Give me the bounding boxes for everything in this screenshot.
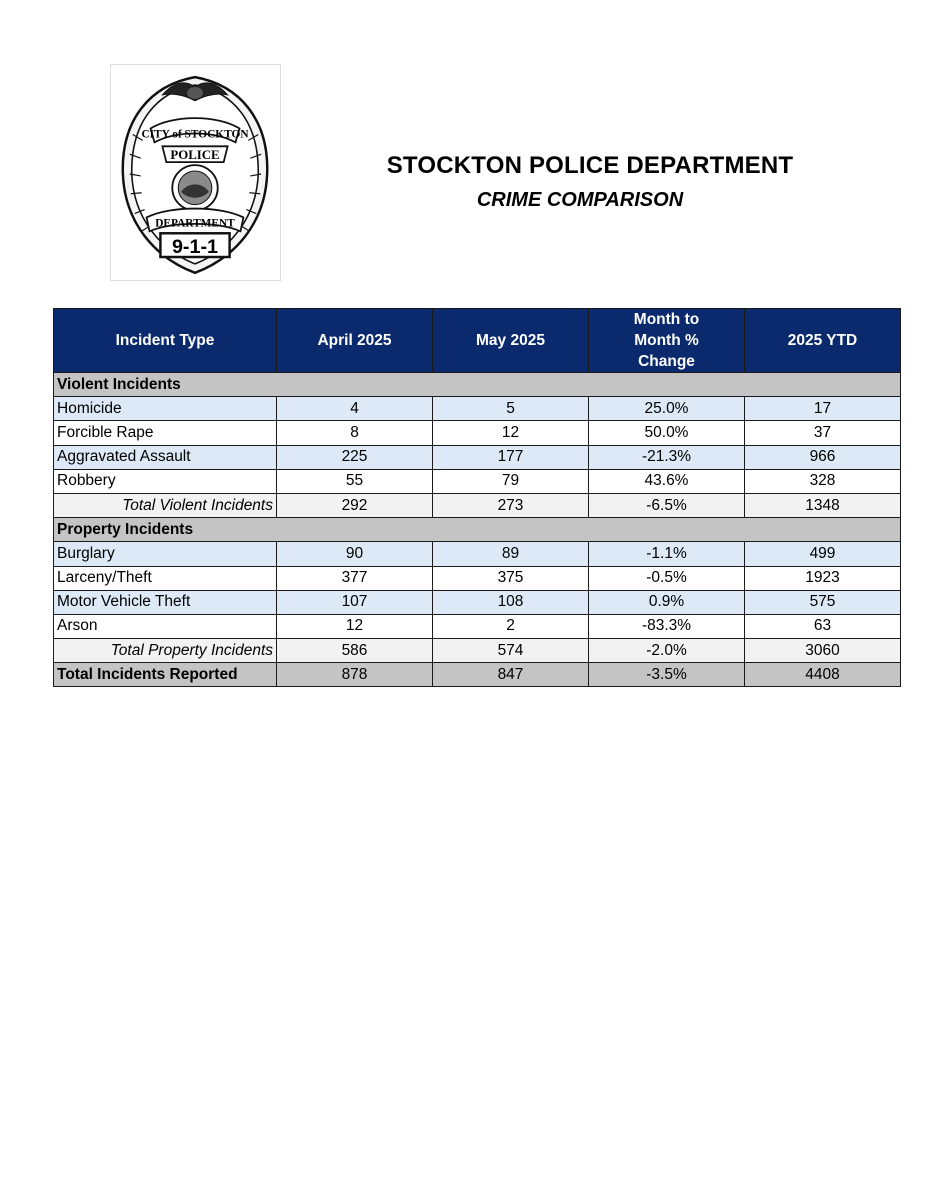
- may-2025-cell: 5: [433, 397, 589, 421]
- section-label: Property Incidents: [54, 518, 901, 542]
- table-row: [54, 421, 901, 445]
- crime-comparison-table: [53, 308, 901, 687]
- table-row: [54, 445, 901, 469]
- may-2025-cell: 177: [433, 445, 589, 469]
- column-header: April 2025: [277, 309, 433, 373]
- section-header-row: [54, 518, 901, 542]
- april-2025-cell: 4: [277, 397, 433, 421]
- ytd-2025-cell: 575: [745, 590, 901, 614]
- document-subtitle: CRIME COMPARISON: [476, 189, 684, 211]
- section-header-row: [54, 373, 901, 397]
- incident-type-cell: Aggravated Assault: [54, 445, 277, 469]
- table-row: [54, 614, 901, 638]
- table-row: [54, 566, 901, 590]
- may-2025-cell: 574: [433, 639, 589, 663]
- ytd-2025-cell: 4408: [745, 663, 901, 687]
- table-body: [54, 373, 901, 687]
- section-label: Violent Incidents: [54, 373, 901, 397]
- ytd-2025-cell: 17: [745, 397, 901, 421]
- ytd-2025-cell: 499: [745, 542, 901, 566]
- incident-type-cell: Robbery: [54, 469, 277, 493]
- badge-line1: CITY of STOCKTON: [141, 128, 249, 141]
- may-2025-cell: 79: [433, 469, 589, 493]
- may-2025-cell: 89: [433, 542, 589, 566]
- column-header: Incident Type: [54, 309, 277, 373]
- grand-total-row: [54, 663, 901, 687]
- april-2025-cell: 12: [277, 614, 433, 638]
- incident-type-cell: Burglary: [54, 542, 277, 566]
- incident-type-cell: Homicide: [54, 397, 277, 421]
- april-2025-cell: 586: [277, 639, 433, 663]
- april-2025-cell: 55: [277, 469, 433, 493]
- percent-change-cell: -21.3%: [589, 445, 745, 469]
- column-header: May 2025: [433, 309, 589, 373]
- percent-change-cell: -83.3%: [589, 614, 745, 638]
- may-2025-cell: 12: [433, 421, 589, 445]
- table-header-row: [54, 309, 901, 373]
- percent-change-cell: 43.6%: [589, 469, 745, 493]
- column-header: Month to Month % Change: [589, 309, 745, 373]
- document-title: STOCKTON POLICE DEPARTMENT: [386, 152, 794, 179]
- ytd-2025-cell: 1923: [745, 566, 901, 590]
- percent-change-cell: -0.5%: [589, 566, 745, 590]
- incident-type-cell: Total Property Incidents: [54, 639, 277, 663]
- incident-type-cell: Motor Vehicle Theft: [54, 590, 277, 614]
- subtotal-row: [54, 493, 901, 517]
- badge-line3: DEPARTMENT: [155, 217, 235, 230]
- table-row: [54, 542, 901, 566]
- badge-line2: POLICE: [170, 148, 220, 163]
- ytd-2025-cell: 966: [745, 445, 901, 469]
- percent-change-cell: -1.1%: [589, 542, 745, 566]
- incident-type-cell: Forcible Rape: [54, 421, 277, 445]
- ytd-2025-cell: 1348: [745, 493, 901, 517]
- april-2025-cell: 90: [277, 542, 433, 566]
- ytd-2025-cell: 3060: [745, 639, 901, 663]
- percent-change-cell: -3.5%: [589, 663, 745, 687]
- subtotal-row: [54, 639, 901, 663]
- table-row: [54, 397, 901, 421]
- percent-change-cell: 50.0%: [589, 421, 745, 445]
- april-2025-cell: 107: [277, 590, 433, 614]
- may-2025-cell: 2: [433, 614, 589, 638]
- badge-line4: 9-1-1: [171, 236, 219, 259]
- incident-type-cell: Total Incidents Reported: [54, 663, 277, 687]
- april-2025-cell: 878: [277, 663, 433, 687]
- may-2025-cell: 273: [433, 493, 589, 517]
- incident-type-cell: Larceny/Theft: [54, 566, 277, 590]
- april-2025-cell: 8: [277, 421, 433, 445]
- table-row: [54, 590, 901, 614]
- may-2025-cell: 847: [433, 663, 589, 687]
- ytd-2025-cell: 37: [745, 421, 901, 445]
- april-2025-cell: 225: [277, 445, 433, 469]
- incident-type-cell: Arson: [54, 614, 277, 638]
- ytd-2025-cell: 63: [745, 614, 901, 638]
- police-badge-logo: [110, 64, 281, 281]
- percent-change-cell: 0.9%: [589, 590, 745, 614]
- column-header: 2025 YTD: [745, 309, 901, 373]
- ytd-2025-cell: 328: [745, 469, 901, 493]
- incident-type-cell: Total Violent Incidents: [54, 493, 277, 517]
- percent-change-cell: -6.5%: [589, 493, 745, 517]
- percent-change-cell: -2.0%: [589, 639, 745, 663]
- may-2025-cell: 375: [433, 566, 589, 590]
- table-row: [54, 469, 901, 493]
- may-2025-cell: 108: [433, 590, 589, 614]
- april-2025-cell: 292: [277, 493, 433, 517]
- percent-change-cell: 25.0%: [589, 397, 745, 421]
- april-2025-cell: 377: [277, 566, 433, 590]
